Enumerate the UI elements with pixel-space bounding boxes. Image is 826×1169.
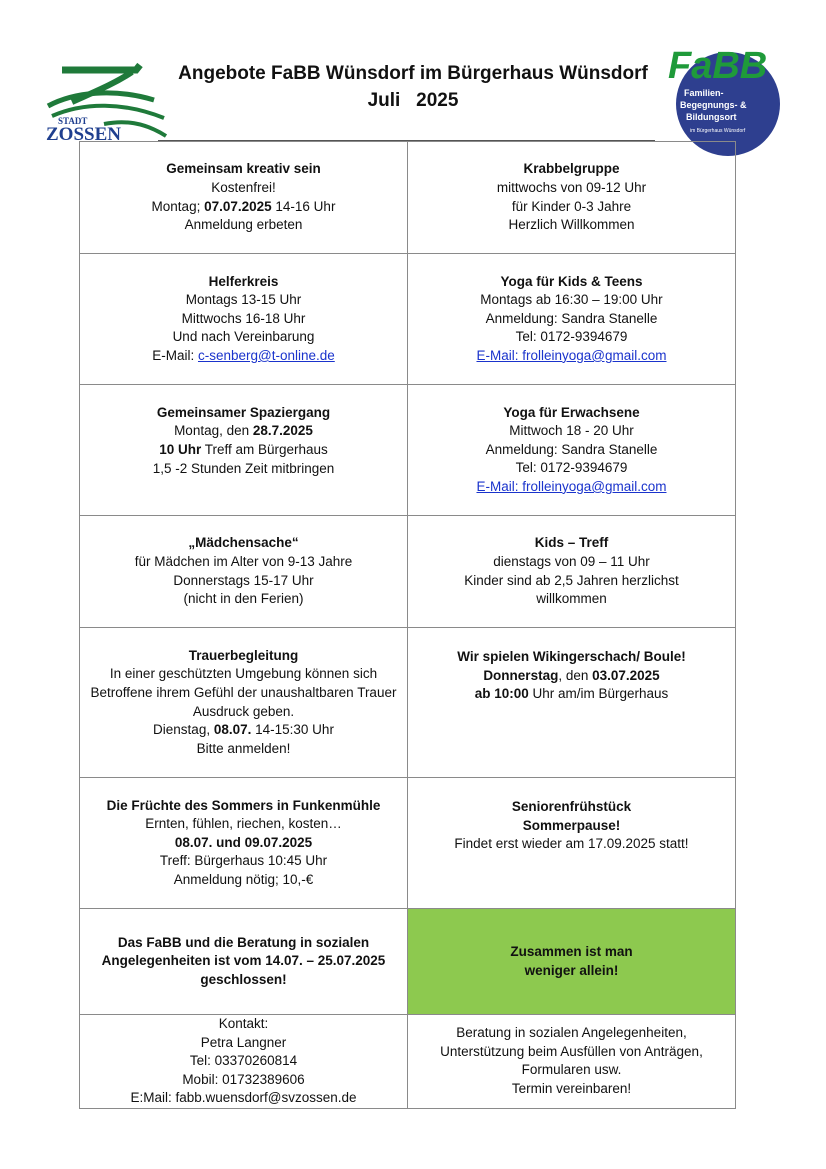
logo-line2: Begegnungs- &	[680, 100, 747, 110]
cell-line	[414, 685, 729, 704]
cell-line: Unterstützung beim Ausfüllen von Anträgen,	[440, 1043, 703, 1059]
cell-line: Tel: 0172-9394679	[515, 460, 628, 476]
cell-line: für Mädchen im Alter von 9-13 Jahre	[134, 553, 353, 569]
cell-text: Treff am Bürgerhaus	[201, 442, 328, 457]
cell-kids-treff	[408, 516, 736, 628]
cell-yoga-kids	[408, 254, 736, 385]
cell-line: Zusammen ist man	[510, 943, 633, 959]
contact-label: Kontakt:	[218, 1016, 269, 1031]
cell-date: 07.07.2025	[204, 198, 272, 214]
cell-title: Krabbelgruppe	[523, 161, 620, 177]
cell-line: Kostenfrei!	[211, 179, 276, 195]
cell-day: Donnerstag	[483, 667, 559, 683]
table-row	[80, 254, 736, 385]
cell-closure-notice	[80, 909, 408, 1015]
logo-zossen-text: ZOSSEN	[46, 124, 121, 145]
cell-line: Anmeldung: Sandra Stanelle	[485, 441, 658, 457]
header-month: Juli 2025	[367, 90, 459, 111]
cell-title: Gemeinsamer Spaziergang	[156, 404, 331, 420]
header-title: Angebote FaBB Wünsdorf im Bürgerhaus Wünsdorf	[178, 63, 648, 84]
cell-line: In einer geschützten Umgebung können sich	[109, 666, 378, 682]
contact-email: E:Mail: fabb.wuensdorf@svzossen.de	[130, 1090, 357, 1106]
cell-line: Beratung in sozialen Angelegenheiten,	[456, 1025, 687, 1041]
cell-line: Anmeldung nötig; 10,-€	[173, 871, 314, 887]
offers-table	[79, 141, 736, 1109]
table-row	[80, 385, 736, 516]
cell-line: geschlossen!	[200, 971, 287, 987]
table-row	[80, 909, 736, 1015]
cell-line	[414, 667, 729, 686]
cell-line	[86, 422, 401, 441]
cell-line: Und nach Vereinbarung	[172, 329, 315, 345]
page-header	[150, 60, 676, 114]
cell-trauerbegleitung	[80, 628, 408, 778]
email-link[interactable]: c-senberg@t-online.de	[197, 347, 335, 363]
cell-text: Uhr am/im Bürgerhaus	[528, 686, 669, 702]
cell-beratung	[408, 1015, 736, 1109]
cell-line: Anmeldung: Sandra Stanelle	[485, 310, 658, 326]
cell-text: Dienstag,	[153, 722, 214, 738]
cell-seniorenfruehstueck	[408, 778, 736, 909]
cell-title: Yoga für Kids & Teens	[500, 273, 643, 289]
cell-helferkreis	[80, 254, 408, 385]
cell-line: Findet erst wieder am 17.09.2025 statt!	[454, 836, 689, 852]
cell-title: Die Früchte des Sommers in Funkenmühle	[106, 797, 381, 813]
contact-name: Petra Langner	[200, 1034, 287, 1050]
cell-date: 03.07.2025	[592, 667, 660, 683]
cell-text: E-Mail:	[152, 347, 198, 363]
cell-title: Helferkreis	[208, 273, 279, 289]
cell-wikingerschach	[408, 628, 736, 778]
cell-line: Betroffene ihrem Gefühl der unaushaltbaren Trauer	[90, 684, 397, 700]
cell-line: Treff: Bürgerhaus 10:45 Uhr	[159, 853, 328, 869]
cell-line: Montags ab 16:30 – 19:00 Uhr	[480, 292, 663, 308]
cell-krabbelgruppe	[408, 142, 736, 254]
cell-line	[86, 347, 401, 366]
cell-line: Tel: 0172-9394679	[515, 329, 628, 345]
cell-line: 1,5 -2 Stunden Zeit mitbringen	[152, 460, 335, 476]
cell-line: Termin vereinbaren!	[511, 1081, 632, 1097]
cell-line: Sommerpause!	[522, 817, 621, 833]
cell-time: ab 10:00	[474, 686, 529, 702]
cell-line: Bitte anmelden!	[196, 740, 291, 756]
cell-title: Wir spielen Wikingerschach/ Boule!	[457, 649, 686, 664]
cell-line: Montags 13-15 Uhr	[185, 292, 302, 308]
cell-date: 08.07. und 09.07.2025	[174, 834, 313, 850]
cell-date: 28.7.2025	[252, 423, 313, 439]
cell-line: Kinder sind ab 2,5 Jahren herzlichst	[464, 572, 679, 588]
cell-line: für Kinder 0-3 Jahre	[511, 198, 632, 214]
logo-line4: im Bürgerhaus Wünsdorf	[690, 128, 746, 134]
table-row	[80, 1015, 736, 1109]
cell-line: Herzlich Willkommen	[508, 217, 635, 233]
cell-contact	[80, 1015, 408, 1109]
cell-line: dienstags von 09 – 11 Uhr	[493, 553, 650, 569]
cell-line: Angelegenheiten ist vom 14.07. – 25.07.2025	[101, 953, 386, 969]
cell-kreativ	[80, 142, 408, 254]
cell-line: willkommen	[536, 591, 607, 607]
cell-line: Ausdruck geben.	[192, 703, 295, 719]
cell-title: Seniorenfrühstück	[511, 799, 632, 814]
fabb-logo	[668, 44, 792, 156]
cell-line	[86, 198, 401, 217]
cell-line: Ernten, fühlen, riechen, kosten…	[145, 816, 342, 832]
cell-time: 10 Uhr	[159, 442, 202, 457]
cell-line: mittwochs von 09-12 Uhr	[496, 179, 647, 195]
logo-stadt-text: STADT	[58, 116, 88, 126]
cell-title: Kids – Treff	[534, 535, 609, 551]
cell-line: Das FaBB und die Beratung in sozialen	[117, 934, 370, 950]
spacer	[86, 478, 401, 496]
cell-line: weniger allein!	[524, 962, 619, 978]
cell-line	[86, 441, 401, 460]
cell-text: Montag, den	[174, 423, 253, 439]
table-row	[80, 516, 736, 628]
logo-fabb-title: FaBB	[668, 45, 768, 87]
cell-line: Anmeldung erbeten	[184, 217, 303, 233]
cell-title: Yoga für Erwachsene	[503, 404, 640, 420]
cell-fruechte-sommer	[80, 778, 408, 909]
cell-text: Montag;	[151, 198, 205, 214]
email-link[interactable]: E-Mail: frolleinyoga@gmail.com	[476, 347, 667, 363]
cell-title: „Mädchensache“	[188, 535, 299, 551]
cell-title: Gemeinsam kreativ sein	[166, 161, 321, 177]
cell-yoga-erwachsene	[408, 385, 736, 516]
cell-line: Formularen usw.	[521, 1062, 622, 1078]
cell-line: (nicht in den Ferien)	[183, 591, 304, 607]
email-link[interactable]: E-Mail: frolleinyoga@gmail.com	[476, 478, 667, 494]
cell-text: 14-16 Uhr	[271, 198, 336, 214]
logo-line1: Familien-	[684, 88, 724, 98]
cell-maedchensache	[80, 516, 408, 628]
contact-phone: Tel: 03370260814	[189, 1053, 298, 1069]
cell-line	[86, 721, 401, 740]
cell-text: , den	[558, 667, 593, 683]
cell-title: Trauerbegleitung	[188, 647, 299, 663]
cell-date: 08.07.	[213, 722, 252, 738]
contact-mobile: Mobil: 01732389606	[182, 1071, 305, 1087]
table-row	[80, 778, 736, 909]
cell-motto	[408, 909, 736, 1015]
cell-line: Mittwochs 16-18 Uhr	[181, 310, 306, 326]
logo-line3: Bildungsort	[686, 112, 737, 122]
table-row	[80, 628, 736, 778]
cell-spaziergang	[80, 385, 408, 516]
cell-text: 14-15:30 Uhr	[251, 722, 334, 738]
table-row	[80, 142, 736, 254]
cell-line: Mittwoch 18 - 20 Uhr	[509, 423, 634, 439]
cell-line: Donnerstags 15-17 Uhr	[173, 572, 314, 588]
